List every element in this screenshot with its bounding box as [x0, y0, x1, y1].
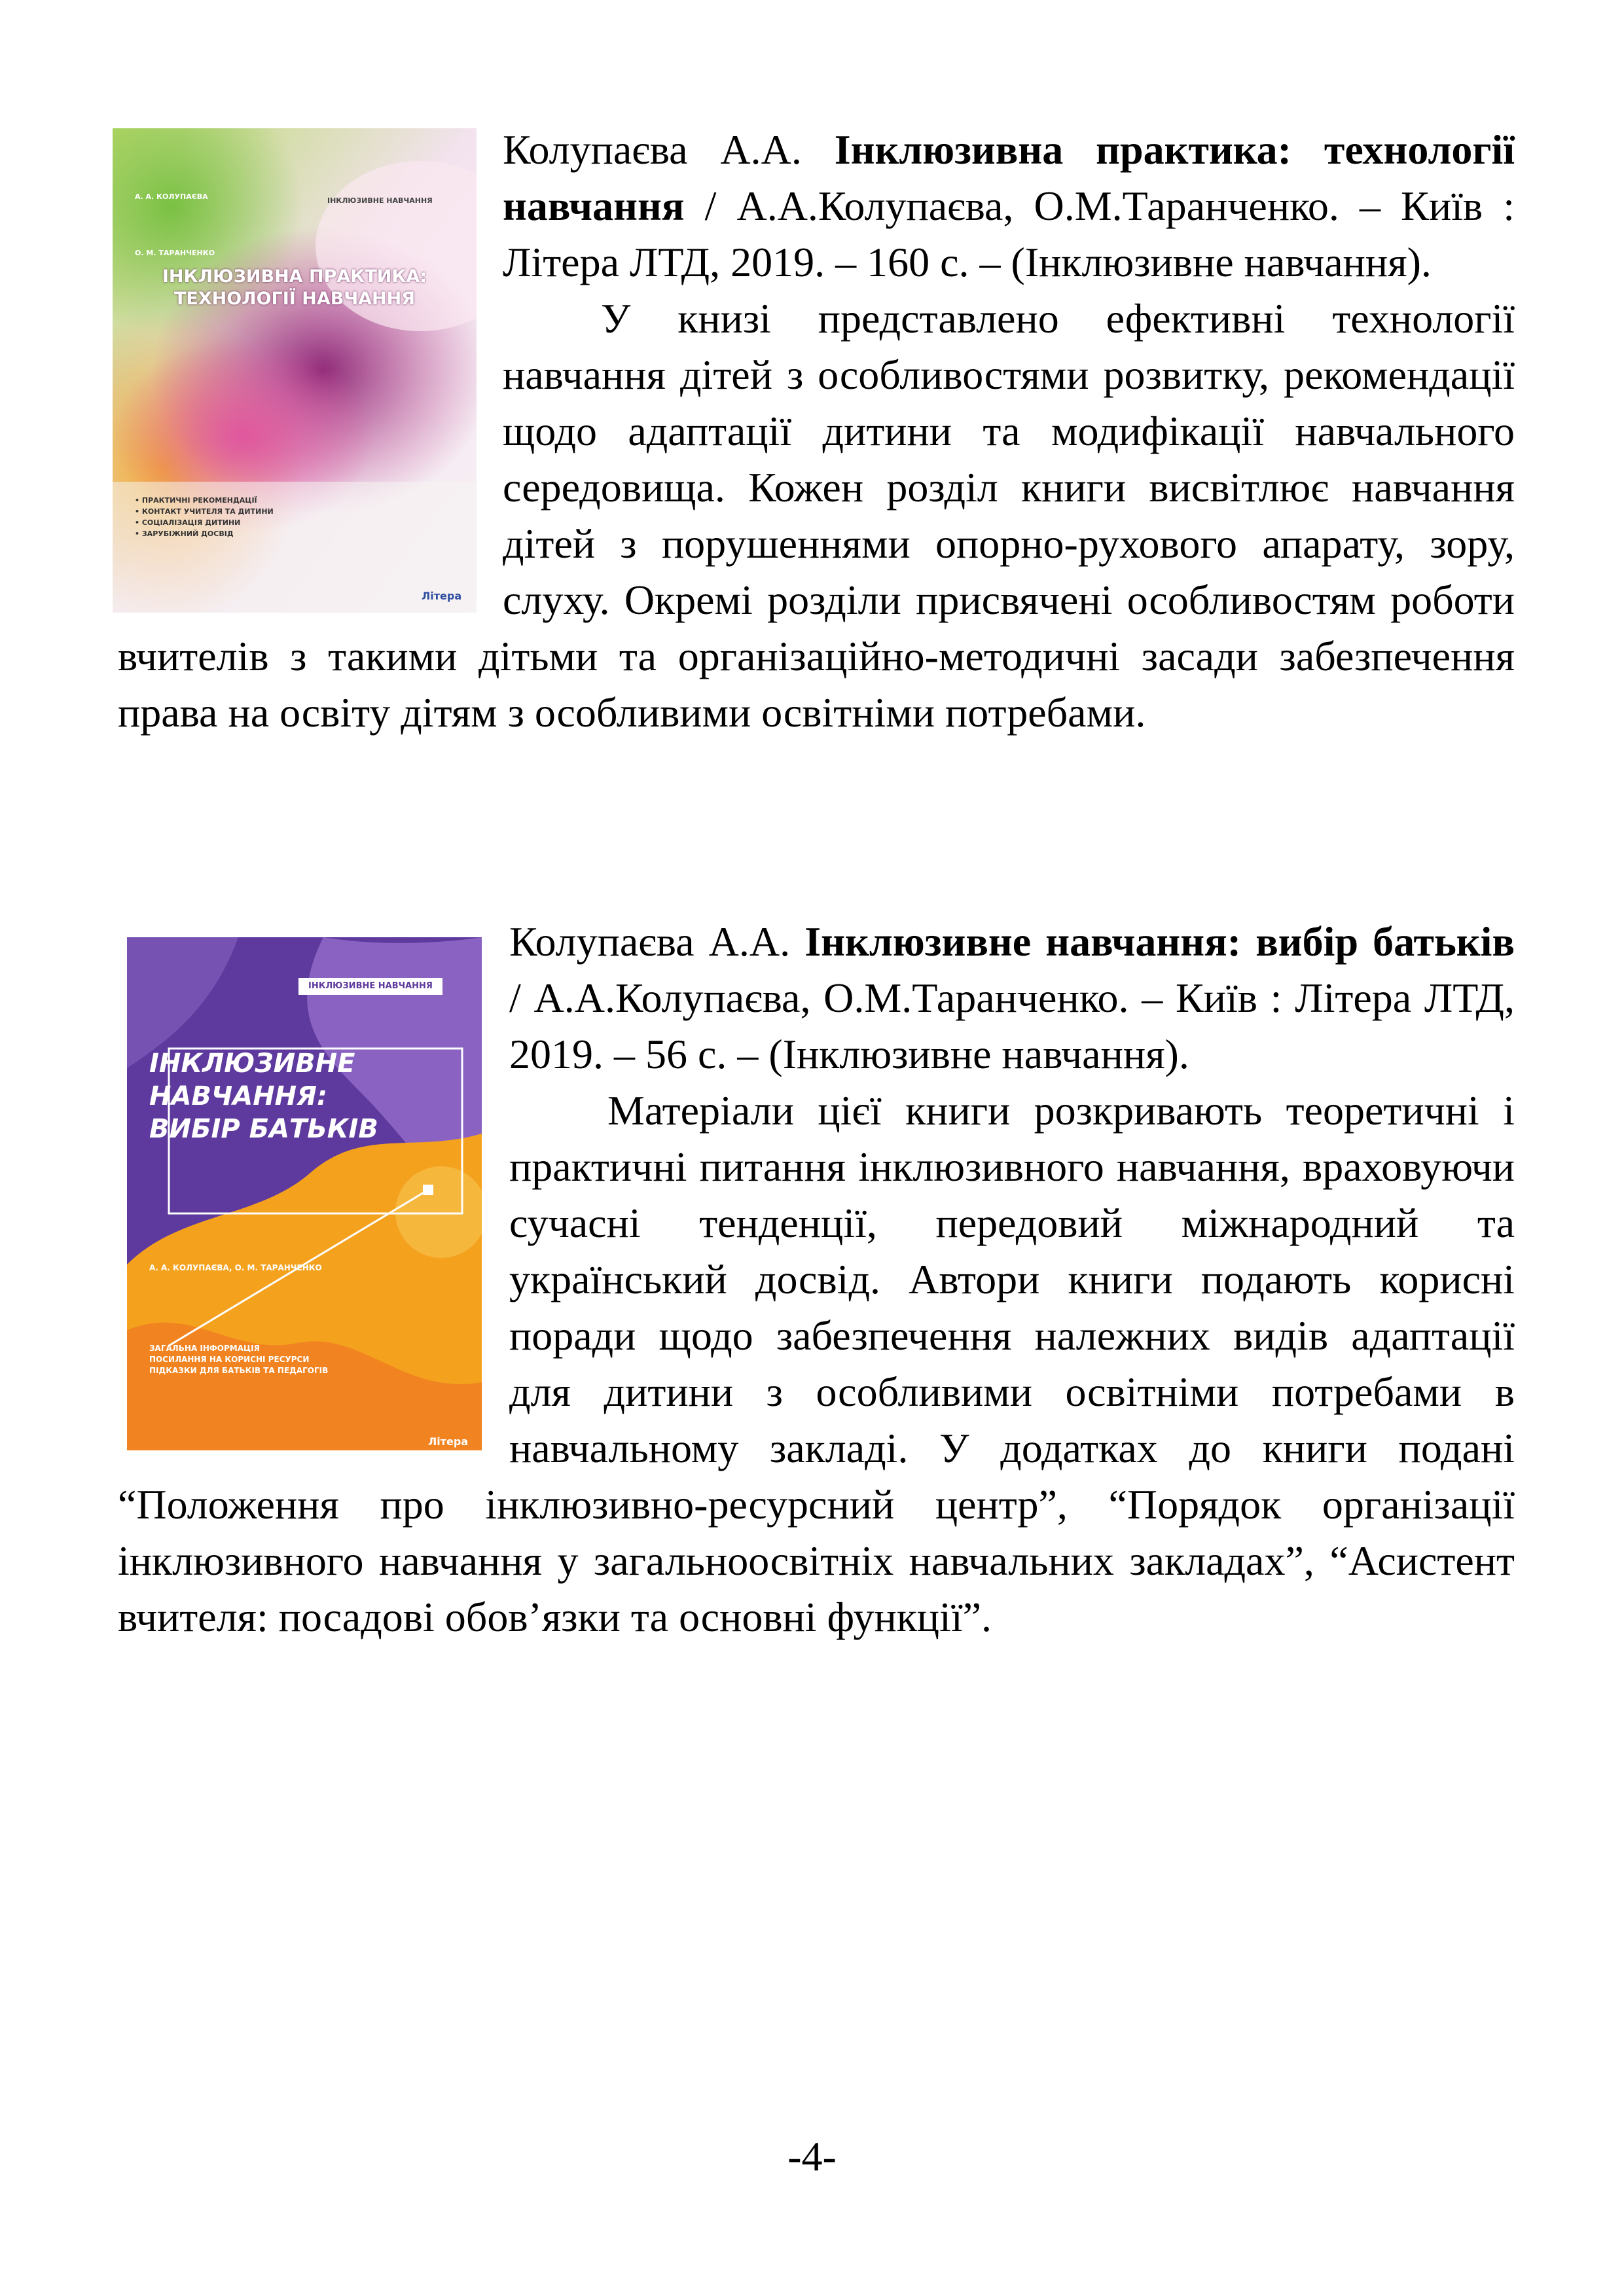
- publisher-logo: Літера: [422, 590, 462, 602]
- cover-authors: А. А. КОЛУПАЄВА, О. М. ТАРАНЧЕНКО: [149, 1263, 322, 1272]
- cover-title: ІНКЛЮЗИВНА ПРАКТИКА: ТЕХНОЛОГІЇ НАВЧАННЯ: [162, 266, 427, 309]
- book-annotation: Матеріали цієї книги розкривають теоретичні і практичні питання інклюзивного навчання, враховуючи сучасні тенденції, передовий міжнародний та український досвід. Автори книги подають корисні поради щодо забезпечення належних видів адаптації для дитини з особливими освітніми потребами в навчальному закладі. У додатках до книги подані “Положення про інклюзивно-ресурсний центр”, “Порядок організації інклюзивного навчання у загальноосвітніх навчальних закладах”, “Асистент вчителя: посадові обов’язки та основні функції”.: [118, 1087, 1515, 1640]
- book-title: Інклюзивне навчання: вибір батьків: [804, 918, 1515, 965]
- cover-title: ІНКЛЮЗИВНЕ НАВЧАННЯ: ВИБІР БАТЬКІВ: [149, 1049, 378, 1144]
- book-entry-1: [118, 122, 1515, 741]
- cover-series: ІНКЛЮЗИВНЕ НАВЧАННЯ: [327, 196, 433, 205]
- cover-series: ІНКЛЮЗИВНЕ НАВЧАННЯ: [298, 978, 442, 995]
- publisher-logo: Літера: [428, 1435, 469, 1448]
- page-number: -4-: [787, 2133, 837, 2179]
- book-cover-1: [113, 128, 477, 613]
- book-publication-details: / А.А.Колупаєва, О.М.Таранченко. – Київ : Літера ЛТД, 2019. – 160 с. – (Інклюзивне навчання).: [503, 183, 1515, 285]
- cover-bullets: • ПРАКТИЧНІ РЕКОМЕНДАЦІЇ • КОНТАКТ УЧИТЕЛЯ ТА ДИТИНИ • СОЦІАЛІЗАЦІЯ ДИТИНИ • ЗАРУБІЖНИЙ ДОСВІД: [135, 496, 274, 538]
- cover-authors: А. А. КОЛУПАЄВА О. М. ТАРАНЧЕНКО: [135, 192, 215, 257]
- book-annotation: У книзі представлено ефективні технології навчання дітей з особливостями розвитку, рекомендації щодо адаптації дитини та модифікації навчального середовища. Кожен розділ книги висвітлює навчання дітей з порушеннями опорно-рухового апарату, зору, слуху. Окремі розділи присвячені особливостям роботи вчителів з такими дітьми та організаційно-методичні засади забезпечення права на освіту дітям з особливими освітніми потребами.: [118, 295, 1515, 736]
- book-title: Інклюзивна практика: технології навчання: [503, 126, 1515, 229]
- book-cover-2: [127, 937, 482, 1450]
- book-author: Колупаєва А.А.: [509, 918, 791, 965]
- book-entry-2: [118, 914, 1515, 1645]
- book-publication-details: / А.А.Колупаєва, О.М.Таранченко. – Київ : Літера ЛТД, 2019. – 56 с. – (Інклюзивне навчання).: [509, 975, 1515, 1077]
- cover-footer: ЗАГАЛЬНА ІНФОРМАЦІЯ ПОСИЛАННЯ НА КОРИСНІ РЕСУРСИ ПІДКАЗКИ ДЛЯ БАТЬКІВ ТА ПЕДАГОГІВ: [149, 1344, 329, 1375]
- book-author: Колупаєва А.А.: [503, 126, 802, 173]
